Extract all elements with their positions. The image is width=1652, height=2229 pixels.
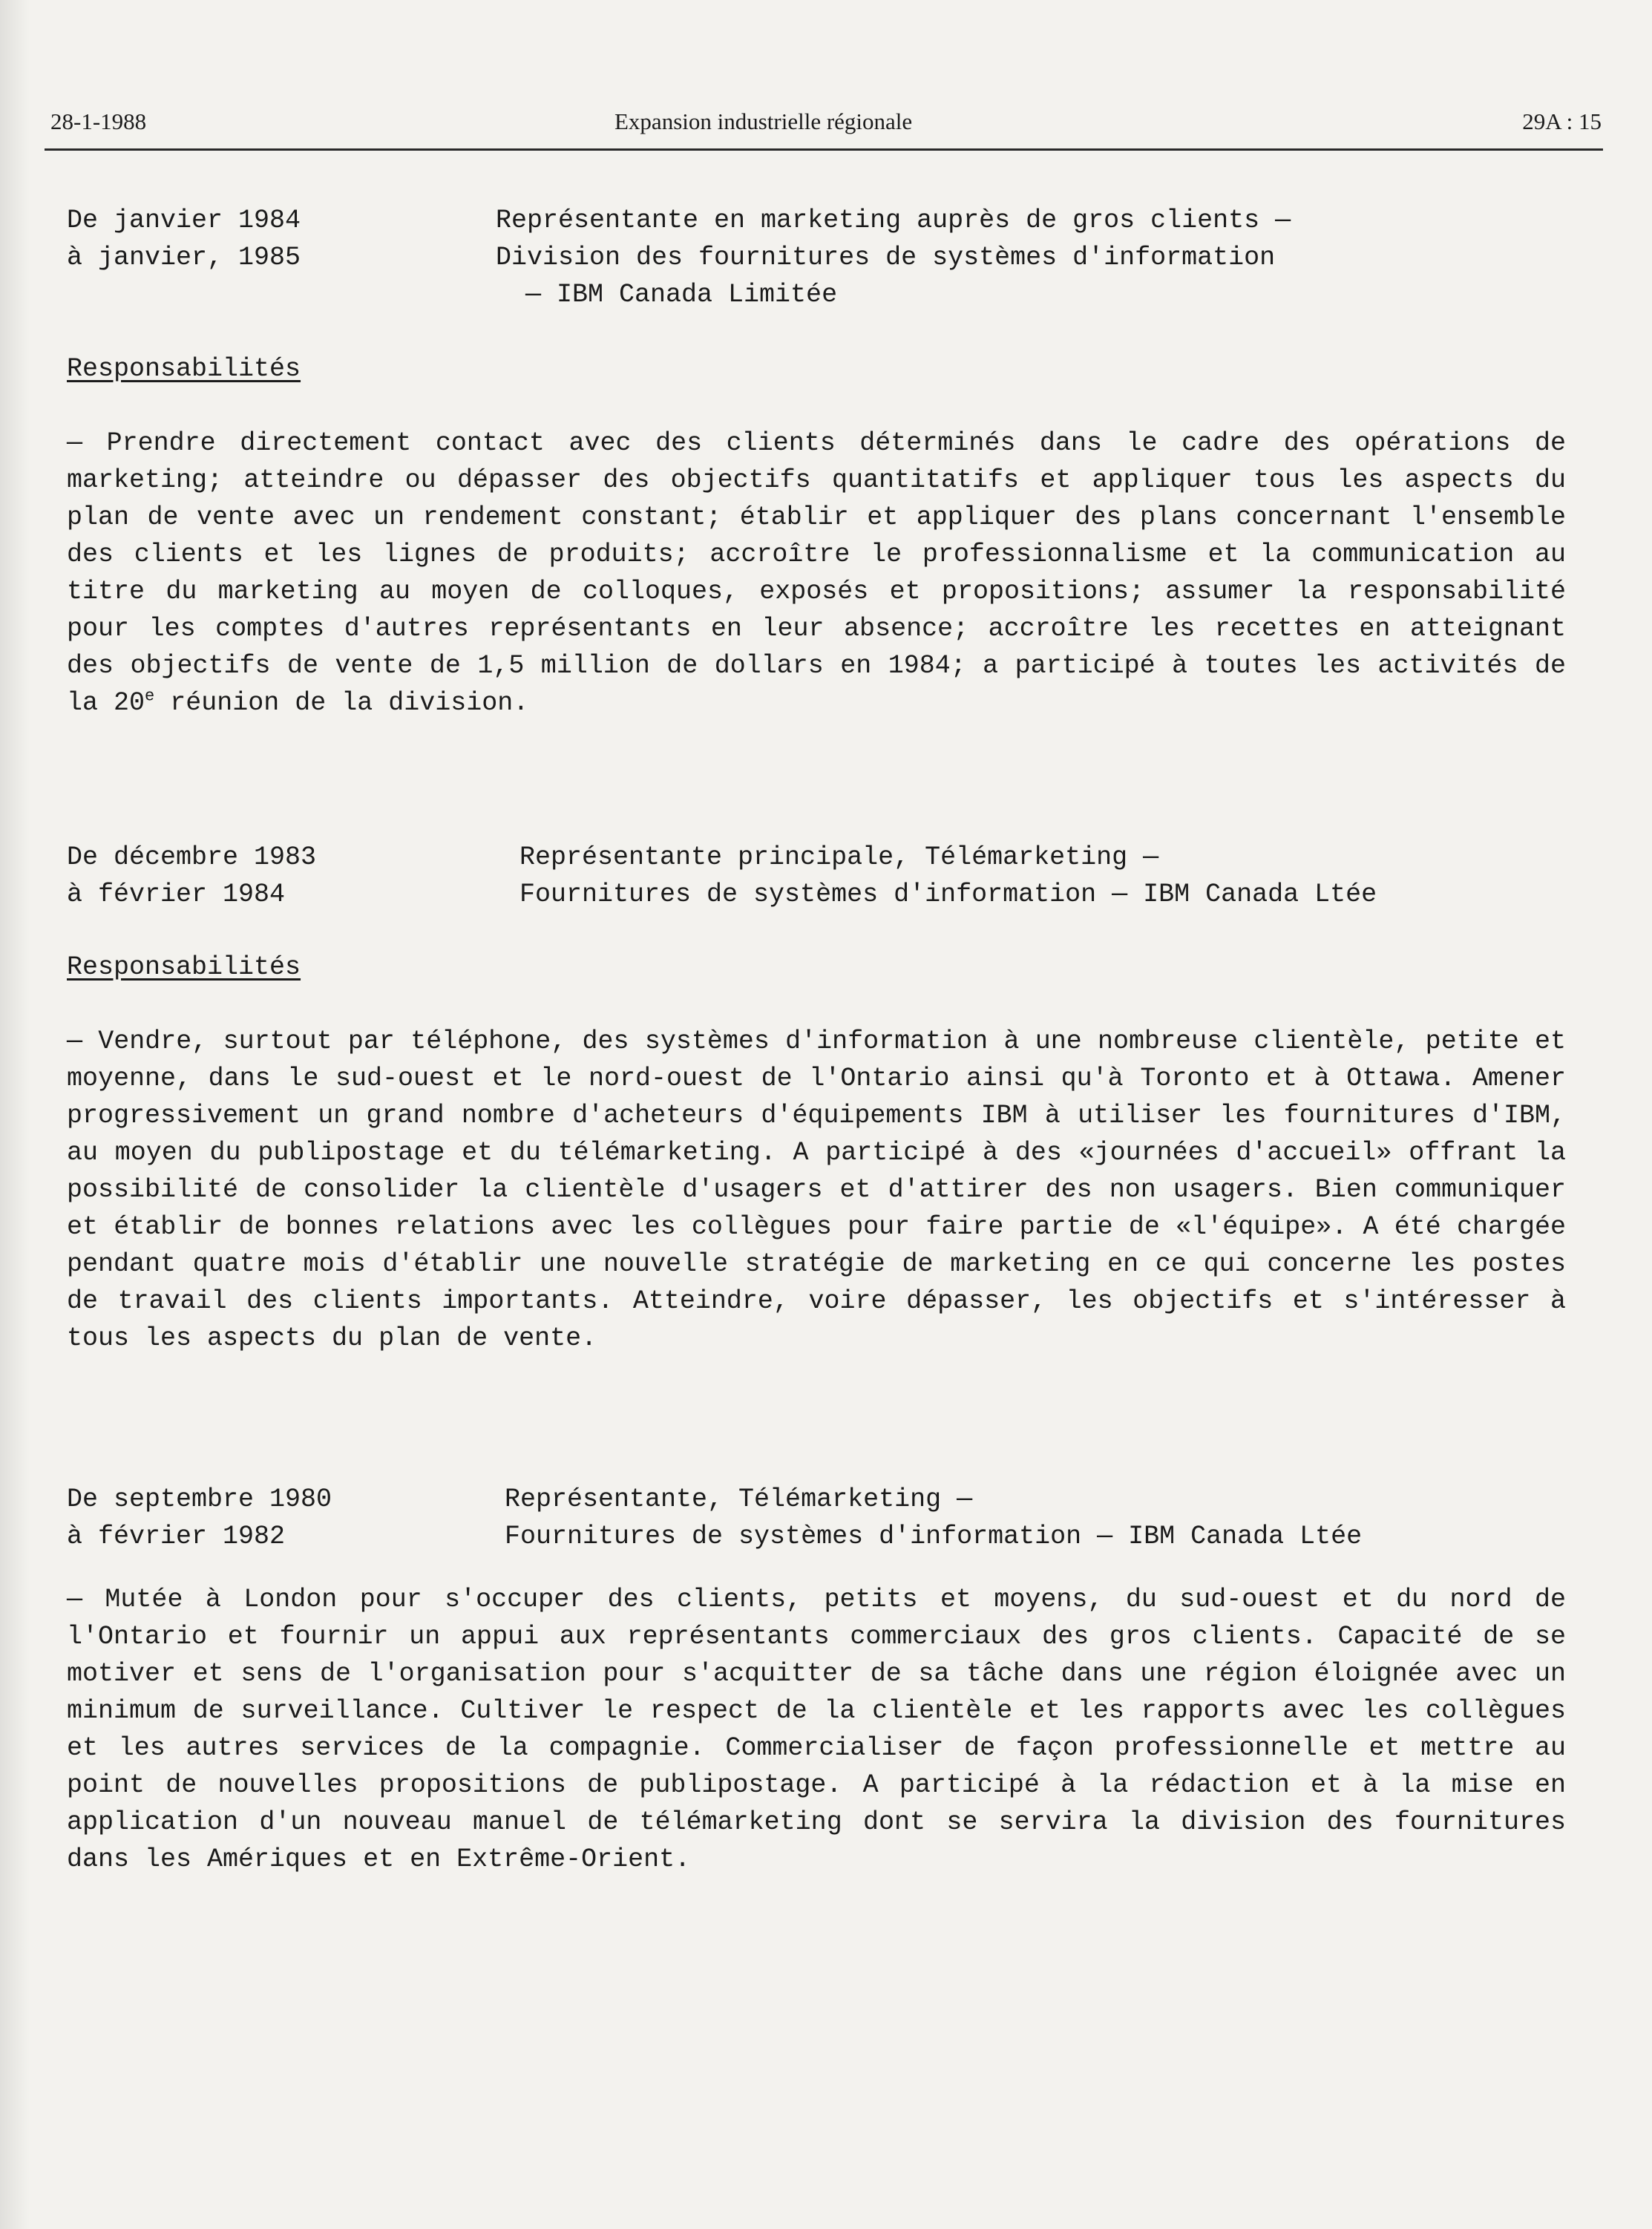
header-page-number: 29A : 15 [1522, 108, 1602, 134]
job-division: Division des fournitures de systèmes d'information [496, 243, 1276, 272]
paragraph-text-end: réunion de la division. [154, 688, 529, 718]
job-entry-2 [67, 839, 1566, 913]
job-title: Représentante principale, Télémarketing — [519, 842, 1159, 872]
job-title: Représentante en marketing auprès de gros clients — [496, 206, 1291, 235]
job-title-block [505, 1481, 1581, 1555]
header-date: 28-1-1988 [50, 108, 147, 134]
job-entry-3 [67, 1481, 1566, 1555]
job-company: — IBM Canada Limitée [525, 280, 838, 310]
paragraph-text: — Prendre directement contact avec des clients déterminés dans le cadre des opérations de marketing; atteindre ou dépasser des objectifs quantitatifs et appliquer tous les aspects du plan de vente avec un rendement constant; établir et appliquer des plans concernant l'ensemble des clients et les lignes de produits; accroître le professionnalisme et la communication au titre du marketing au moyen de colloques, exposés et propositions; assumer la responsabilité pour les comptes d'autres représentants en leur absence; accroître les recettes en atteignant des objectifs de vente de 1,5 million de dollars en 1984; a participé à toutes les activités de la 20 [67, 428, 1566, 718]
job-title-block [496, 202, 1572, 313]
job-dates: De décembre 1983 à février 1984 [67, 842, 317, 909]
header-rule [45, 148, 1603, 151]
job-dates: De janvier 1984 à janvier, 1985 [67, 206, 301, 272]
section-heading-responsibilities: Responsabilités [67, 952, 301, 982]
responsibilities-paragraph-2: — Vendre, surtout par téléphone, des systèmes d'information à une nombreuse clientèle, petite et moyenne, dans le sud-ouest et le nord-ouest de l'Ontario ainsi qu'à Toronto et à Ottawa. Amener progressivement un grand nombre d'acheteurs d'équipements IBM à utiliser les fournitures d'IBM, au moyen du publipostage et du télémarketing. A participé à des «journées d'accueil» offrant la possibilité de consolider la clientèle d'usagers et d'attirer des non usagers. Bien communiquer et établir de bonnes relations avec les collègues pour faire partie de «l'équipe». A été chargée pendant quatre mois d'établir une nouvelle stratégie de marketing en ce qui concerne les postes de travail des clients importants. Atteindre, voire dépasser, les objectifs et s'intéresser à tous les aspects du plan de vente. [67, 1027, 1566, 1353]
job-title-block [519, 839, 1596, 913]
scan-edge-shadow [0, 0, 30, 2229]
page-header [50, 108, 1602, 153]
responsibilities-paragraph-3: — Mutée à London pour s'occuper des clients, petits et moyens, du sud-ouest et du nord de l'Ontario et fournir un appui aux représentants commerciaux des gros clients. Capacité de se motiver et sens de l'organisation pour s'acquitter de sa tâche dans une région éloignée avec un minimum de surveillance. Cultiver le respect de la clientèle et les rapports avec les collègues et les autres services de la compagnie. Commercialiser de façon professionnelle et mettre au point de nouvelles propositions de publipostage. A participé à la rédaction et à la mise en application d'un nouveau manuel de télémarketing dont se servira la division des fournitures dans les Amériques et en Extrême-Orient. [67, 1585, 1566, 1874]
header-title: Expansion industrielle régionale [614, 108, 913, 134]
job-entry-1 [67, 202, 1566, 313]
job-dates: De septembre 1980 à février 1982 [67, 1485, 332, 1551]
job-division: Fournitures de systèmes d'information — IBM Canada Ltée [519, 880, 1377, 909]
section-heading-responsibilities: Responsabilités [67, 354, 301, 384]
job-division: Fournitures de systèmes d'information — IBM Canada Ltée [505, 1522, 1363, 1551]
job-title: Représentante, Télémarketing — [505, 1485, 973, 1514]
superscript-e: e [145, 687, 155, 706]
responsibilities-paragraph-1 [67, 425, 1566, 721]
